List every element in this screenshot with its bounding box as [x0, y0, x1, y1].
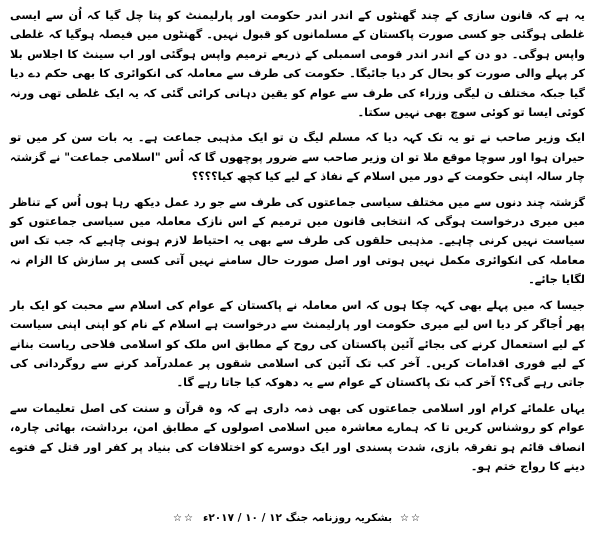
star-icon: ☆☆: [400, 512, 422, 524]
article-paragraph-5: یہاں علمائے کرام اور اسلامی جماعتوں کی بھی ذمہ داری ہے کہ وہ قرآن و سنت کی اصل تعلیمات سے عوام کو روشناس کریں تا کہ ہمارے معاشرہ میں اسلامی اصولوں کے مطابق امن، برداشت، بھائی چارہ، انصاف قائم ہو تفرقہ بازی، شدت پسندی اور ایک دوسرے کو اختلافات کی بنیاد پر کفر اور قتل کے فتوے دینے کا رواج ختم ہو۔: [10, 401, 585, 473]
article-paragraph-4: جیسا کہ میں پہلے بھی کہہ چکا ہوں کہ اس معاملہ نے پاکستان کے عوام کی اسلام سے محبت کو ایک بار پھر اُجاگر کر دیا اس لیے میری حکومت اور پارلیمنٹ سے درخواست ہے اسلام کے نام کو اپنی اپنی سیاست کے لیے استعمال کرنے کی بجائے آئین پاکستان کی روح کے مطابق اس ملک کو اسلامی فلاحی ریاست بنانے کے لیے فوری اقدامات کریں۔ آخر کب تک آئین کی اسلامی شقوں پر عملدرآمد کرنے سے روگردانی کی جاتی رہے گی؟؟ آخر کب تک پاکستان کے عوام سے یہ دھوکہ کیا جاتا رہے گا۔: [10, 298, 585, 390]
source-credit: [0, 512, 595, 524]
star-icon: ☆☆: [173, 512, 195, 524]
article-paragraph-3: گزشتہ چند دنوں سے میں مختلف سیاسی جماعتوں کی طرف سے جو رد عمل دیکھ رہا ہوں اُس کے تناظر میں میری درخواست ہوگی کہ انتخابی قانون میں ترمیم کے اس نازک معاملہ میں سیاسی جماعتوں کو سیاست نہیں کرنی چاہیے۔ مذہبی حلقوں کی طرف سے بھی یہ احتیاط لازم ہونی چاہیے کہ جب تک اس معاملہ کی انکوائری مکمل نہیں ہوتی اور اصل صورت حال سامنے نہیں آتی کسی پر سازش کا الزام نہ لگایا جائے۔: [10, 195, 585, 287]
article-paragraph-1: یہ ہے کہ قانون سازی کے چند گھنٹوں کے اندر اندر حکومت اور پارلیمنٹ کو پتا چل گیا کہ اُن سے ایسی غلطی ہوگئی جو کسی صورت پاکستان کے مسلمانوں کو قبول نہیں۔ گھنٹوں میں فیصلہ ہوگیا کہ غلطی واپس ہوگی۔ دو دن کے اندر اندر قومی اسمبلی کے ذریعے ترمیم واپس ہوگئی اور اب سینٹ کا اجلاس بلا کر پہلے والی صورت کو بحال کر دیا جائیگا۔ حکومت کی طرف سے معاملہ کی انکوائری کا بھی حکم دے دیا گیا جبکہ مختلف ن لیگی وزراء کی طرف سے عوام کو یقین دہانی کرائی گئی کہ یہ ایک غلطی تھی ورنہ کوئی ایسا تو کوئی سوچ بھی نہیں سکتا۔: [10, 9, 585, 120]
source-credit-text: بشکریہ روزنامہ جنگ ۱۲ / ۱۰ / ۲۰۱۷ء: [202, 512, 393, 524]
article-paragraph-2: ایک وزیر صاحب نے تو یہ تک کہہ دیا کہ مسلم لیگ ن تو ایک مذہبی جماعت ہے۔ یہ بات سن کر میں تو حیران ہوا اور سوچا موقع ملا تو ان وزیر صاحب سے ضرور پوچھوں گا کہ اُس "اسلامی جماعت" نے گزشتہ چار سالہ اپنی حکومت کے دور میں اسلام کے نفاذ کے لیے کیا کچھ کیا؟؟؟؟: [10, 131, 585, 184]
